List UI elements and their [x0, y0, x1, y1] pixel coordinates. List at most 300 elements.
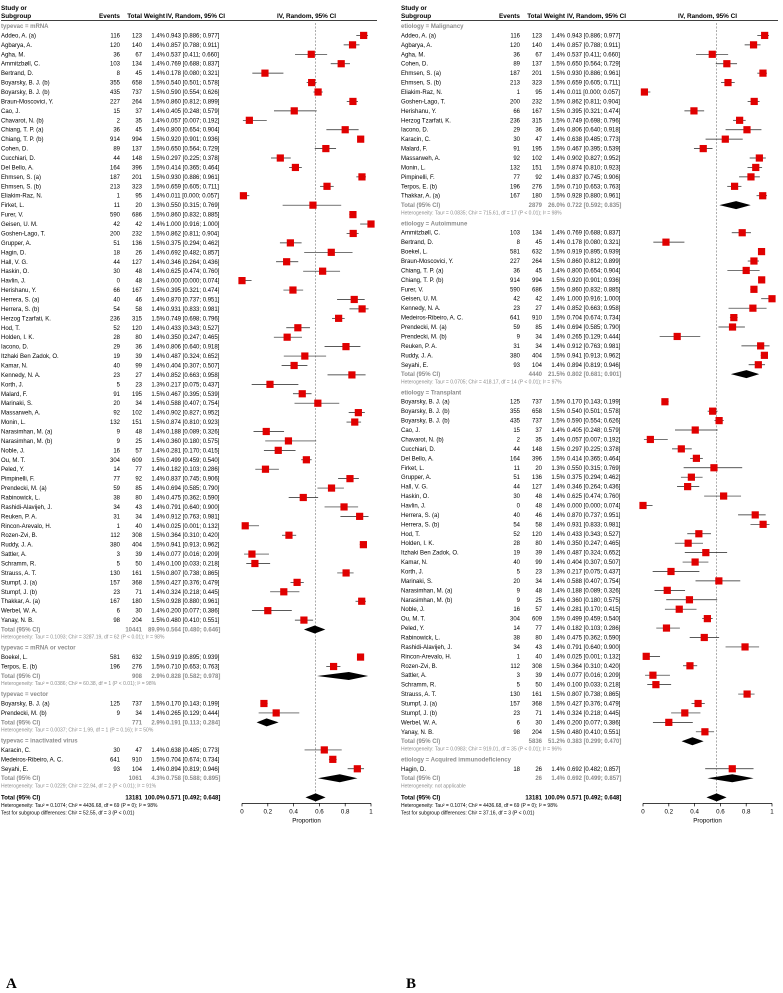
study-weight: 1.4% [151, 33, 165, 40]
study-total: 910 [531, 315, 542, 322]
subgroup-total-weight: 21.5% [547, 372, 565, 379]
study-row [401, 240, 621, 246]
study-total: 34 [135, 401, 142, 408]
study-weight: 1.5% [551, 184, 565, 191]
study-weight: 1.5% [551, 409, 565, 416]
study-ci: 0.807 [0.738; 0.865] [567, 692, 621, 699]
study-row [1, 562, 220, 568]
study-ci: 0.200 [0.077; 0.386] [567, 720, 621, 727]
study-ci: 0.588 [0.407; 0.754] [567, 578, 621, 585]
study-ci: 0.862 [0.811; 0.904] [166, 231, 219, 238]
study-ci: 0.170 [0.143; 0.199] [567, 399, 621, 406]
study-ci: 0.540 [0.501; 0.578] [166, 80, 220, 87]
effect-box [729, 323, 736, 330]
study-events: 1 [116, 193, 120, 200]
study-weight: 1.4% [551, 306, 565, 313]
group-title: typevac = inactivated virus [1, 738, 78, 745]
study-row [1, 505, 220, 511]
study-row [1, 363, 220, 369]
study-ci: 0.414 [0.365; 0.464] [166, 165, 220, 172]
effect-box [292, 164, 299, 171]
study-events: 0 [516, 503, 520, 510]
study-events: 23 [513, 710, 520, 717]
study-row [1, 382, 220, 388]
study-row [1, 288, 220, 294]
study-row [401, 99, 620, 105]
study-total: 315 [531, 118, 542, 125]
study-name: Cao, J. [401, 428, 421, 435]
study-events: 40 [513, 512, 520, 519]
effect-box [758, 276, 765, 283]
header-plot: IV, Random, 95% CI [677, 13, 738, 20]
study-ci: 0.433 [0.343; 0.527] [567, 531, 621, 538]
study-name: Eliakim-Raz, N. [401, 90, 443, 97]
effect-box [251, 560, 258, 567]
study-ci: 0.694 [0.585; 0.790] [166, 486, 220, 493]
study-row [1, 71, 220, 77]
study-total: 36 [135, 344, 142, 351]
study-ci: 0.025 [0.001; 0.132] [166, 523, 220, 530]
study-row [401, 598, 621, 604]
study-total: 71 [135, 589, 142, 596]
study-total: 80 [135, 335, 142, 342]
study-weight: 1.4% [551, 127, 565, 134]
study-name: Seyahi, E. [1, 766, 29, 773]
study-ci: 0.188 [0.089; 0.326] [567, 588, 621, 595]
study-row [401, 184, 621, 190]
study-row [1, 99, 220, 105]
study-name: Boekel, L. [1, 655, 28, 662]
study-ci: 0.874 [0.810; 0.923] [567, 165, 621, 172]
effect-box [681, 709, 688, 716]
study-weight: 1.4% [551, 560, 565, 567]
study-events: 213 [109, 184, 120, 191]
study-total: 57 [535, 607, 542, 614]
subgroup-total-label: Total (95% CI) [1, 720, 41, 727]
study-name: Agbarya, A. [1, 42, 33, 49]
effect-box [289, 286, 296, 293]
subgroup-total-row [1, 720, 220, 726]
study-row [1, 702, 220, 708]
overall-diamond [305, 793, 325, 801]
study-name: Chiang, T. P. (b) [401, 277, 444, 284]
overall-total-weight: 100.0% [144, 795, 165, 802]
study-total: 308 [131, 533, 142, 540]
study-name: Del Bello, A. [1, 165, 34, 172]
study-row [1, 316, 220, 322]
study-name: Cohen, D. [401, 61, 429, 68]
study-ci: 0.919 [0.895; 0.939] [166, 655, 220, 662]
study-ci: 0.650 [0.564; 0.729] [166, 146, 220, 153]
study-name: Reuken, P. A. [401, 343, 437, 350]
study-events: 30 [113, 747, 120, 754]
study-row [1, 147, 220, 153]
study-name: Hagin, D. [401, 766, 427, 773]
study-events: 236 [109, 316, 120, 323]
study-total: 58 [535, 522, 542, 529]
study-weight: 1.4% [151, 278, 165, 285]
study-events: 44 [113, 156, 120, 163]
study-total: 23 [535, 569, 542, 576]
study-total: 99 [535, 560, 542, 567]
effect-box [710, 464, 717, 471]
study-total: 71 [535, 710, 542, 717]
effect-box [277, 154, 284, 161]
subgroup-total-n: 10441 [125, 627, 142, 634]
study-weight: 1.5% [151, 757, 165, 764]
study-weight: 1.5% [151, 533, 165, 540]
study-name: Ammitzbøll, C. [401, 230, 440, 237]
study-weight: 1.4% [151, 523, 165, 530]
effect-box [321, 746, 328, 753]
overall-total-ci: 0.571 [0.492; 0.648] [166, 795, 221, 802]
study-total: 34 [535, 334, 542, 341]
study-total: 99 [135, 363, 142, 370]
effect-box [283, 258, 290, 265]
overall-total-n: 13181 [125, 795, 142, 802]
subgroup-heterogeneity: Heterogeneity: not applicable [401, 783, 466, 790]
effect-box [246, 117, 253, 124]
study-weight: 1.4% [151, 448, 165, 455]
study-row [401, 90, 620, 96]
study-ci: 0.894 [0.819; 0.946] [567, 362, 621, 369]
effect-box [367, 220, 374, 227]
study-ci: 0.427 [0.376; 0.479] [166, 580, 220, 587]
study-name: Schramm, R. [401, 682, 437, 689]
study-row [401, 353, 621, 359]
study-name: Firket, L. [1, 203, 25, 210]
study-events: 29 [513, 127, 520, 134]
effect-box [280, 588, 287, 595]
study-row [1, 580, 220, 586]
study-weight: 1.4% [551, 52, 565, 59]
study-events: 164 [109, 165, 120, 172]
header-plot: IV, Random, 95% CI [276, 13, 337, 20]
study-weight: 1.5% [551, 418, 565, 425]
effect-box [291, 362, 298, 369]
study-events: 98 [113, 618, 120, 625]
study-weight: 1.4% [551, 644, 565, 651]
study-row [401, 81, 620, 87]
subgroup-total-n: 908 [131, 673, 142, 680]
study-row [401, 635, 621, 641]
study-events: 0 [116, 278, 120, 285]
effect-box [356, 513, 363, 520]
study-row [401, 617, 621, 623]
effect-box [747, 173, 754, 180]
study-weight: 1.4% [151, 52, 165, 59]
study-row [1, 279, 220, 285]
study-events: 66 [113, 288, 120, 295]
study-events: 40 [513, 560, 520, 567]
study-ci: 0.694 [0.585; 0.790] [567, 325, 621, 332]
study-total: 58 [135, 306, 142, 313]
study-name: Haskin, O. [1, 269, 30, 276]
study-row [401, 278, 621, 284]
effect-box [639, 502, 646, 509]
study-row [1, 269, 220, 275]
study-weight: 1.5% [151, 570, 165, 577]
subgroup-total-label: Total (95% CI) [401, 203, 441, 210]
study-total: 686 [131, 212, 142, 219]
study-name: Boyarsky, B. J. (b) [1, 80, 50, 87]
study-name: Sattler, A. [1, 552, 27, 559]
effect-box [756, 154, 763, 161]
study-row [401, 485, 621, 491]
study-total: 48 [535, 494, 542, 501]
study-name: Strauss, A. T. [1, 570, 37, 577]
study-events: 9 [116, 710, 120, 717]
study-events: 103 [509, 230, 520, 237]
study-name: Bertrand, D. [401, 240, 434, 247]
study-ci: 0.692 [0.482; 0.857] [166, 250, 220, 257]
study-row [401, 137, 621, 143]
study-total: 80 [535, 541, 542, 548]
subgroup-total-label: Total (95% CI) [1, 673, 41, 680]
study-events: 590 [109, 212, 120, 219]
study-ci: 0.920 [0.901; 0.936] [567, 277, 621, 284]
group-title: etiology = Malignancy [401, 24, 464, 30]
study-name: Rincon-Arevalo, H. [401, 654, 452, 661]
subgroup-total-n: 2879 [528, 203, 542, 210]
study-events: 93 [513, 362, 520, 369]
study-row [1, 467, 220, 473]
study-ci: 0.297 [0.225; 0.378] [166, 156, 220, 163]
study-total: 104 [131, 766, 142, 773]
study-row [401, 316, 621, 322]
study-total: 80 [535, 635, 542, 642]
study-name: Geisen, U. M. [401, 296, 438, 303]
effect-box [360, 541, 367, 548]
study-weight: 1.3% [151, 382, 165, 389]
study-name: Pimpinelli, F. [1, 476, 35, 483]
subgroup-diamond [318, 774, 358, 782]
study-events: 93 [113, 766, 120, 773]
study-ci: 0.265 [0.129; 0.444] [166, 710, 220, 717]
study-weight: 1.4% [551, 578, 565, 585]
study-events: 98 [513, 729, 520, 736]
effect-box [328, 249, 335, 256]
study-name: Haskin, O. [401, 494, 430, 501]
study-events: 380 [509, 353, 520, 360]
study-events: 77 [113, 476, 120, 483]
study-weight: 1.5% [151, 580, 165, 587]
study-row [1, 250, 220, 256]
study-ci: 0.800 [0.654; 0.904] [567, 268, 621, 275]
study-events: 236 [509, 118, 520, 125]
study-name: Iacono, D. [401, 127, 429, 134]
study-name: Kamar, N. [401, 560, 428, 567]
study-events: 36 [113, 127, 120, 134]
effect-box [308, 51, 315, 58]
study-total: 180 [531, 193, 542, 200]
study-weight: 1.4% [551, 654, 565, 661]
study-ci: 0.912 [0.763; 0.981] [567, 343, 621, 350]
study-ci: 0.769 [0.688; 0.837] [166, 61, 220, 68]
study-name: Kennedy, N. A. [1, 372, 41, 379]
study-name: Stumpf, J. (b) [1, 589, 38, 596]
study-weight: 1.4% [151, 71, 165, 78]
study-name: Monin, L. [1, 420, 26, 427]
study-row [1, 401, 220, 407]
study-events: 581 [109, 655, 120, 662]
effect-box [248, 550, 255, 557]
study-weight: 1.5% [551, 446, 565, 453]
study-total: 48 [135, 278, 142, 285]
study-row [1, 184, 219, 190]
study-events: 9 [516, 597, 520, 604]
study-total: 737 [131, 90, 142, 97]
study-total: 137 [531, 61, 542, 68]
study-events: 92 [113, 410, 120, 417]
study-events: 18 [113, 250, 120, 257]
study-row [1, 335, 220, 341]
study-name: Malard, F. [1, 391, 28, 398]
study-row [401, 475, 621, 481]
study-weight: 1.5% [551, 475, 565, 482]
study-events: 187 [109, 174, 120, 181]
study-ci: 0.297 [0.225; 0.378] [567, 446, 621, 453]
study-name: Ehmsen, S. (b) [401, 80, 442, 87]
study-ci: 0.837 [0.745; 0.906] [567, 174, 621, 181]
study-ci: 0.170 [0.143; 0.199] [166, 701, 220, 708]
study-weight: 1.5% [151, 156, 165, 163]
study-name: Stumpf, J. (a) [401, 701, 438, 708]
study-name: Narasimhan, M. (b) [1, 438, 53, 445]
study-weight: 1.5% [151, 137, 165, 144]
study-total: 92 [135, 476, 142, 483]
study-row [1, 128, 220, 134]
study-events: 11 [113, 203, 120, 210]
study-total: 40 [135, 523, 142, 530]
study-total: 45 [135, 71, 142, 78]
study-weight: 1.4% [151, 193, 165, 200]
study-name: Korth, J. [1, 382, 24, 389]
subgroup-total-ci: 0.564 [0.480; 0.646] [166, 627, 221, 634]
study-events: 304 [109, 457, 120, 464]
effect-box [264, 607, 271, 614]
study-ci: 0.928 [0.880; 0.961] [166, 599, 220, 606]
effect-box [300, 616, 307, 623]
study-name: Goshen-Lago, T. [401, 99, 446, 106]
study-total: 609 [131, 457, 142, 464]
effect-box [238, 277, 245, 284]
study-name: Boyarsky, B. J. (a) [1, 701, 50, 708]
study-name: Narasimhan, M. (a) [1, 429, 53, 436]
study-events: 435 [109, 90, 120, 97]
study-weight: 1.4% [151, 438, 165, 445]
study-events: 30 [113, 269, 120, 276]
study-events: 52 [113, 325, 120, 332]
study-row [1, 599, 220, 605]
study-row [1, 241, 220, 247]
study-weight: 1.4% [551, 522, 565, 529]
study-ci: 0.360 [0.180; 0.575] [166, 438, 220, 445]
study-events: 6 [116, 608, 120, 615]
study-name: Noble, J. [1, 448, 25, 455]
effect-box [357, 653, 364, 660]
effect-box [724, 79, 731, 86]
study-name: Herrera, S. (b) [1, 306, 40, 313]
effect-box [647, 436, 654, 443]
x-tick-label: 0.6 [716, 808, 725, 816]
study-total: 67 [535, 52, 542, 59]
study-events: 16 [513, 607, 520, 614]
study-ci: 1.000 [0.916; 1.000] [567, 296, 621, 303]
subgroup-heterogeneity: Heterogeneity: Tau² = 0.0705; Chi² = 418.17, df = 14 (P < 0.01); I² = 97% [401, 379, 562, 386]
study-weight: 1.4% [151, 250, 165, 257]
study-ci: 0.200 [0.077; 0.386] [166, 608, 220, 615]
study-events: 15 [513, 428, 520, 435]
effect-box [643, 653, 650, 660]
study-weight: 1.4% [151, 401, 165, 408]
effect-box [349, 211, 356, 218]
study-name: Rabinowick, L. [1, 495, 41, 502]
study-weight: 1.4% [151, 325, 165, 332]
study-total: 134 [531, 230, 542, 237]
subgroup-total-n: 1061 [128, 776, 142, 783]
study-events: 34 [113, 504, 120, 511]
study-weight: 1.5% [551, 146, 565, 153]
study-row [1, 496, 220, 502]
study-ci: 0.467 [0.395; 0.539] [567, 146, 621, 153]
study-weight: 1.4% [151, 127, 165, 134]
study-row [401, 409, 621, 415]
subgroup-total-n: 5836 [528, 739, 542, 746]
panel-label: A [6, 976, 17, 992]
study-events: 304 [509, 616, 520, 623]
effect-box [758, 248, 765, 255]
study-row [401, 447, 621, 453]
overall-total-ci: 0.571 [0.492; 0.648] [567, 795, 622, 802]
x-tick-label: 0.6 [315, 808, 324, 816]
study-total: 48 [535, 588, 542, 595]
effect-box [663, 624, 670, 631]
study-ci: 0.475 [0.362; 0.590] [166, 495, 220, 502]
study-events: 196 [509, 184, 520, 191]
study-ci: 0.350 [0.247; 0.465] [567, 541, 621, 548]
study-total: 20 [535, 465, 542, 472]
study-events: 89 [113, 146, 120, 153]
study-name: Braun-Moscovici, Y. [401, 259, 454, 266]
study-events: 36 [113, 52, 120, 59]
study-events: 125 [509, 399, 520, 406]
study-weight: 1.4% [551, 428, 565, 435]
effect-box [723, 60, 730, 67]
study-total: 658 [131, 80, 142, 87]
study-weight: 1.5% [151, 457, 165, 464]
study-name: Thakkar, A. (a) [401, 193, 441, 200]
effect-box [694, 700, 701, 707]
study-ci: 0.704 [0.674; 0.734] [166, 757, 220, 764]
study-ci: 0.405 [0.248; 0.579] [567, 428, 621, 435]
study-weight: 1.5% [151, 146, 165, 153]
study-weight: 1.4% [551, 720, 565, 727]
effect-box [749, 305, 756, 312]
effect-box [692, 426, 699, 433]
effect-box [342, 126, 349, 133]
study-ci: 0.360 [0.180; 0.575] [567, 597, 621, 604]
effect-box [348, 371, 355, 378]
study-total: 34 [135, 514, 142, 521]
effect-box [287, 239, 294, 246]
study-row [401, 334, 621, 340]
effect-box [342, 343, 349, 350]
effect-box [739, 229, 746, 236]
study-ci: 0.857 [0.788; 0.911] [567, 42, 620, 49]
study-ci: 0.499 [0.459; 0.540] [567, 616, 621, 623]
effect-box [242, 522, 249, 529]
